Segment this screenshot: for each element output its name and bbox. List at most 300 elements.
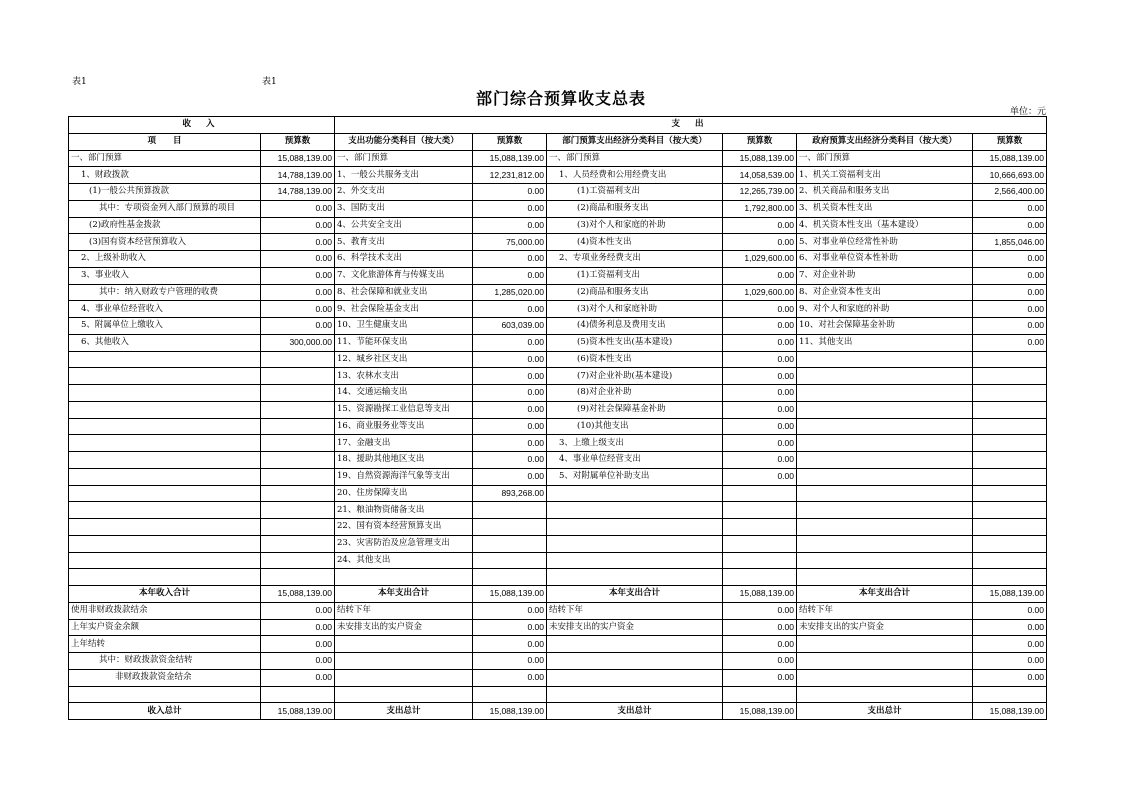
budget-amount-cell: 0.00 xyxy=(473,200,547,217)
table-row xyxy=(69,552,1047,569)
item-name-cell: 一、部门预算 xyxy=(69,150,261,167)
item-name-cell xyxy=(69,435,261,452)
budget-amount-cell xyxy=(473,686,547,703)
col-header-item: 项 目 xyxy=(69,133,261,150)
budget-amount-cell: 0.00 xyxy=(261,301,335,318)
table-row xyxy=(69,385,1047,402)
budget-amount-cell xyxy=(261,552,335,569)
budget-amount-cell: 0.00 xyxy=(473,184,547,201)
budget-amount-cell: 0.00 xyxy=(473,217,547,234)
item-name-cell xyxy=(69,502,261,519)
table-row xyxy=(69,502,1047,519)
budget-amount-cell: 15,088,139.00 xyxy=(973,150,1047,167)
budget-amount-cell: 603,039.00 xyxy=(473,318,547,335)
budget-amount-cell: 0.00 xyxy=(473,334,547,351)
table-row xyxy=(69,535,1047,552)
budget-amount-cell xyxy=(261,452,335,469)
budget-amount-cell: 0.00 xyxy=(723,301,797,318)
budget-amount-cell xyxy=(261,385,335,402)
budget-amount-cell: 0.00 xyxy=(723,368,797,385)
budget-amount-cell: 12,231,812.00 xyxy=(473,167,547,184)
budget-amount-cell: 1,855,046.00 xyxy=(973,234,1047,251)
item-name-cell xyxy=(547,669,723,686)
table-row xyxy=(69,150,1047,167)
table-row xyxy=(69,401,1047,418)
item-name-cell: 6、其他收入 xyxy=(69,334,261,351)
item-name-cell: (4)债务利息及费用支出 xyxy=(547,318,723,335)
table-row xyxy=(69,703,1047,720)
item-name-cell: (10)其他支出 xyxy=(547,418,723,435)
budget-amount-cell xyxy=(973,468,1047,485)
item-name-cell xyxy=(69,519,261,536)
table-row xyxy=(69,485,1047,502)
item-name-cell xyxy=(69,351,261,368)
item-name-cell: 20、住房保障支出 xyxy=(335,485,473,502)
item-name-cell: (3)对个人和家庭补助 xyxy=(547,301,723,318)
budget-amount-cell: 0.00 xyxy=(473,619,547,636)
item-name-cell: (1)工资福利支出 xyxy=(547,184,723,201)
item-name-cell xyxy=(69,569,261,586)
item-name-cell xyxy=(547,552,723,569)
table-body xyxy=(69,117,1047,720)
budget-amount-cell xyxy=(261,418,335,435)
table-row xyxy=(69,653,1047,670)
page-title: 部门综合预算收支总表 xyxy=(475,89,646,108)
table-row xyxy=(69,284,1047,301)
budget-amount-cell: 0.00 xyxy=(473,251,547,268)
item-name-cell: (8)对企业补助 xyxy=(547,385,723,402)
item-name-cell: 12、城乡社区支出 xyxy=(335,351,473,368)
item-name-cell: 21、粮油物资储备支出 xyxy=(335,502,473,519)
col-header-dept-economic: 部门预算支出经济分类科目（按大类） xyxy=(547,133,723,150)
item-name-cell xyxy=(547,653,723,670)
budget-amount-cell xyxy=(261,485,335,502)
item-name-cell: 未安排支出的实户资金 xyxy=(797,619,973,636)
budget-amount-cell: 0.00 xyxy=(723,653,797,670)
table-row xyxy=(69,167,1047,184)
item-name-cell xyxy=(69,485,261,502)
budget-amount-cell xyxy=(973,351,1047,368)
table-row xyxy=(69,468,1047,485)
table-row xyxy=(69,368,1047,385)
budget-amount-cell: 0.00 xyxy=(261,318,335,335)
item-name-cell: (4)资本性支出 xyxy=(547,234,723,251)
item-name-cell xyxy=(69,552,261,569)
item-name-cell: 9、对个人和家庭的补助 xyxy=(797,301,973,318)
budget-amount-cell: 0.00 xyxy=(261,251,335,268)
budget-amount-cell: 0.00 xyxy=(723,385,797,402)
item-name-cell: 一、部门预算 xyxy=(335,150,473,167)
table-row xyxy=(69,669,1047,686)
table-row xyxy=(69,602,1047,619)
item-name-cell: 支出总计 xyxy=(797,703,973,720)
table-row xyxy=(69,569,1047,586)
item-name-cell: 其中：专项资金列入部门预算的项目 xyxy=(69,200,261,217)
item-name-cell xyxy=(335,669,473,686)
item-name-cell: (2)政府性基金拨款 xyxy=(69,217,261,234)
item-name-cell xyxy=(335,653,473,670)
item-name-cell xyxy=(797,385,973,402)
item-name-cell: 22、国有资本经营预算支出 xyxy=(335,519,473,536)
budget-amount-cell: 0.00 xyxy=(723,418,797,435)
budget-amount-cell: 15,088,139.00 xyxy=(261,586,335,603)
budget-amount-cell: 15,088,139.00 xyxy=(261,703,335,720)
item-name-cell: 9、社会保险基金支出 xyxy=(335,301,473,318)
item-name-cell: 支出总计 xyxy=(547,703,723,720)
budget-amount-cell xyxy=(973,485,1047,502)
budget-amount-cell xyxy=(473,502,547,519)
budget-amount-cell: 0.00 xyxy=(973,653,1047,670)
budget-amount-cell: 0.00 xyxy=(723,267,797,284)
budget-amount-cell xyxy=(261,569,335,586)
budget-amount-cell: 0.00 xyxy=(973,636,1047,653)
budget-amount-cell: 0.00 xyxy=(973,619,1047,636)
item-name-cell: 17、金融支出 xyxy=(335,435,473,452)
item-name-cell xyxy=(797,418,973,435)
item-name-cell xyxy=(797,669,973,686)
budget-amount-cell: 0.00 xyxy=(973,301,1047,318)
item-name-cell xyxy=(797,535,973,552)
budget-amount-cell: 0.00 xyxy=(973,334,1047,351)
item-name-cell: 结转下年 xyxy=(547,602,723,619)
budget-amount-cell xyxy=(261,368,335,385)
item-name-cell: 其中：财政拨款资金结转 xyxy=(69,653,261,670)
budget-amount-cell xyxy=(261,401,335,418)
budget-amount-cell xyxy=(973,686,1047,703)
budget-amount-cell: 0.00 xyxy=(261,267,335,284)
item-name-cell xyxy=(797,569,973,586)
budget-amount-cell: 0.00 xyxy=(473,669,547,686)
budget-amount-cell xyxy=(723,485,797,502)
budget-amount-cell: 0.00 xyxy=(473,401,547,418)
budget-amount-cell: 0.00 xyxy=(473,452,547,469)
budget-amount-cell xyxy=(973,452,1047,469)
budget-amount-cell xyxy=(261,535,335,552)
budget-amount-cell xyxy=(261,519,335,536)
budget-amount-cell: 0.00 xyxy=(473,468,547,485)
item-name-cell xyxy=(797,502,973,519)
item-name-cell: 6、科学技术支出 xyxy=(335,251,473,268)
budget-amount-cell: 0.00 xyxy=(261,234,335,251)
table-row xyxy=(69,586,1047,603)
budget-amount-cell: 0.00 xyxy=(473,385,547,402)
budget-amount-cell xyxy=(473,552,547,569)
table-row xyxy=(69,351,1047,368)
item-name-cell: (7)对企业补助(基本建设) xyxy=(547,368,723,385)
item-name-cell: 2、专项业务经费支出 xyxy=(547,251,723,268)
item-name-cell: 4、事业单位经营收入 xyxy=(69,301,261,318)
item-name-cell xyxy=(335,636,473,653)
budget-amount-cell: 0.00 xyxy=(723,435,797,452)
budget-amount-cell: 0.00 xyxy=(723,468,797,485)
item-name-cell: 1、人员经费和公用经费支出 xyxy=(547,167,723,184)
budget-amount-cell: 1,029,600.00 xyxy=(723,284,797,301)
budget-amount-cell: 0.00 xyxy=(723,334,797,351)
item-name-cell: (1)工资福利支出 xyxy=(547,267,723,284)
item-name-cell xyxy=(797,519,973,536)
item-name-cell: 18、援助其他地区支出 xyxy=(335,452,473,469)
item-name-cell xyxy=(547,636,723,653)
budget-amount-cell xyxy=(723,569,797,586)
item-name-cell: 10、对社会保障基金补助 xyxy=(797,318,973,335)
item-name-cell: 3、机关资本性支出 xyxy=(797,200,973,217)
item-name-cell xyxy=(797,435,973,452)
item-name-cell: 本年支出合计 xyxy=(797,586,973,603)
item-name-cell xyxy=(69,686,261,703)
budget-amount-cell xyxy=(973,502,1047,519)
item-name-cell: 14、交通运输支出 xyxy=(335,385,473,402)
item-name-cell xyxy=(797,368,973,385)
budget-amount-cell: 0.00 xyxy=(723,619,797,636)
table-row xyxy=(69,435,1047,452)
item-name-cell: 2、机关商品和服务支出 xyxy=(797,184,973,201)
budget-amount-cell xyxy=(473,519,547,536)
item-name-cell: 3、上缴上级支出 xyxy=(547,435,723,452)
table-row xyxy=(69,418,1047,435)
budget-amount-cell: 893,268.00 xyxy=(473,485,547,502)
item-name-cell: 6、对事业单位资本性补助 xyxy=(797,251,973,268)
budget-amount-cell xyxy=(261,468,335,485)
item-name-cell: 8、社会保障和就业支出 xyxy=(335,284,473,301)
col-header-gov-economic: 政府预算支出经济分类科目（按大类） xyxy=(797,133,973,150)
table-row xyxy=(69,636,1047,653)
budget-amount-cell: 300,000.00 xyxy=(261,334,335,351)
budget-amount-cell: 0.00 xyxy=(261,653,335,670)
unit-label: 单位：元 xyxy=(1009,107,1046,117)
budget-amount-cell: 15,088,139.00 xyxy=(973,586,1047,603)
item-name-cell: (6)资本性支出 xyxy=(547,351,723,368)
budget-amount-cell: 15,088,139.00 xyxy=(723,586,797,603)
item-name-cell: 3、国防支出 xyxy=(335,200,473,217)
table-row xyxy=(69,251,1047,268)
table-tag-right: 表1 xyxy=(262,77,277,87)
item-name-cell: 11、节能环保支出 xyxy=(335,334,473,351)
item-name-cell: 支出总计 xyxy=(335,703,473,720)
budget-amount-cell: 0.00 xyxy=(723,234,797,251)
item-name-cell: 非财政拨款资金结余 xyxy=(69,669,261,686)
item-name-cell: 本年支出合计 xyxy=(335,586,473,603)
budget-amount-cell xyxy=(473,569,547,586)
item-name-cell: 5、附属单位上缴收入 xyxy=(69,318,261,335)
item-name-cell xyxy=(69,468,261,485)
budget-amount-cell: 0.00 xyxy=(473,653,547,670)
budget-amount-cell: 0.00 xyxy=(473,636,547,653)
table-row xyxy=(69,318,1047,335)
budget-amount-cell xyxy=(973,552,1047,569)
budget-amount-cell: 0.00 xyxy=(723,452,797,469)
budget-amount-cell: 0.00 xyxy=(473,301,547,318)
table-row xyxy=(69,184,1047,201)
budget-amount-cell xyxy=(723,686,797,703)
item-name-cell xyxy=(69,368,261,385)
item-name-cell: (2)商品和服务支出 xyxy=(547,200,723,217)
budget-amount-cell: 0.00 xyxy=(261,200,335,217)
budget-amount-cell: 12,265,739.00 xyxy=(723,184,797,201)
item-name-cell: 1、一般公共服务支出 xyxy=(335,167,473,184)
item-name-cell xyxy=(69,401,261,418)
item-name-cell: 19、自然资源海洋气象等支出 xyxy=(335,468,473,485)
budget-amount-cell xyxy=(261,502,335,519)
item-name-cell: 一、部门预算 xyxy=(547,150,723,167)
budget-amount-cell: 0.00 xyxy=(973,251,1047,268)
budget-amount-cell: 0.00 xyxy=(973,217,1047,234)
budget-amount-cell: 14,788,139.00 xyxy=(261,167,335,184)
budget-amount-cell: 0.00 xyxy=(473,435,547,452)
item-name-cell: 4、事业单位经营支出 xyxy=(547,452,723,469)
item-name-cell xyxy=(797,636,973,653)
item-name-cell: (1)一般公共预算拨款 xyxy=(69,184,261,201)
item-name-cell: 4、机关资本性支出（基本建设） xyxy=(797,217,973,234)
item-name-cell: 上年实户资金余额 xyxy=(69,619,261,636)
table-row xyxy=(69,519,1047,536)
budget-amount-cell: 75,000.00 xyxy=(473,234,547,251)
table-row xyxy=(69,334,1047,351)
item-name-cell: 5、对事业单位经常性补助 xyxy=(797,234,973,251)
item-name-cell: 8、对企业资本性支出 xyxy=(797,284,973,301)
budget-amount-cell: 0.00 xyxy=(973,267,1047,284)
item-name-cell: 一、部门预算 xyxy=(797,150,973,167)
budget-amount-cell xyxy=(973,535,1047,552)
budget-amount-cell: 0.00 xyxy=(723,401,797,418)
budget-amount-cell: 15,088,139.00 xyxy=(723,150,797,167)
item-name-cell xyxy=(797,351,973,368)
budget-amount-cell: 0.00 xyxy=(973,318,1047,335)
item-name-cell xyxy=(797,468,973,485)
item-name-cell: (5)资本性支出(基本建设) xyxy=(547,334,723,351)
item-name-cell xyxy=(797,401,973,418)
table-row xyxy=(69,619,1047,636)
item-name-cell: (3)国有资本经营预算收入 xyxy=(69,234,261,251)
budget-amount-cell xyxy=(261,351,335,368)
col-header-functional: 支出功能分类科目（按大类） xyxy=(335,133,473,150)
budget-amount-cell xyxy=(973,435,1047,452)
item-name-cell: (2)商品和服务支出 xyxy=(547,284,723,301)
item-name-cell: 3、事业收入 xyxy=(69,267,261,284)
budget-amount-cell xyxy=(261,686,335,703)
item-name-cell: 16、商业服务业等支出 xyxy=(335,418,473,435)
budget-amount-cell: 0.00 xyxy=(973,200,1047,217)
col-header-budget-2: 预算数 xyxy=(473,133,547,150)
item-name-cell: 收入总计 xyxy=(69,703,261,720)
item-name-cell xyxy=(69,452,261,469)
item-name-cell: 结转下年 xyxy=(335,602,473,619)
item-name-cell xyxy=(547,569,723,586)
item-name-cell: 7、文化旅游体育与传媒支出 xyxy=(335,267,473,284)
item-name-cell: 其中：纳入财政专户管理的收费 xyxy=(69,284,261,301)
table-row xyxy=(69,452,1047,469)
item-name-cell: 24、其他支出 xyxy=(335,552,473,569)
budget-amount-cell: 2,566,400.00 xyxy=(973,184,1047,201)
item-name-cell: 7、对企业补助 xyxy=(797,267,973,284)
budget-amount-cell: 15,088,139.00 xyxy=(473,586,547,603)
item-name-cell xyxy=(797,686,973,703)
table-row xyxy=(69,686,1047,703)
budget-amount-cell: 0.00 xyxy=(261,217,335,234)
item-name-cell: 5、教育支出 xyxy=(335,234,473,251)
budget-amount-cell: 0.00 xyxy=(973,284,1047,301)
item-name-cell: 2、外交支出 xyxy=(335,184,473,201)
budget-amount-cell xyxy=(973,401,1047,418)
budget-amount-cell xyxy=(261,435,335,452)
item-name-cell: 本年支出合计 xyxy=(547,586,723,603)
budget-amount-cell: 0.00 xyxy=(261,669,335,686)
item-name-cell xyxy=(69,535,261,552)
table-tag-left: 表1 xyxy=(72,77,87,87)
item-name-cell xyxy=(797,552,973,569)
item-name-cell: 5、对附属单位补助支出 xyxy=(547,468,723,485)
budget-amount-cell: 0.00 xyxy=(261,636,335,653)
item-name-cell xyxy=(547,519,723,536)
item-name-cell: 本年收入合计 xyxy=(69,586,261,603)
item-name-cell: 1、机关工资福利支出 xyxy=(797,167,973,184)
budget-amount-cell: 0.00 xyxy=(973,669,1047,686)
item-name-cell xyxy=(797,452,973,469)
item-name-cell: 未安排支出的实户资金 xyxy=(335,619,473,636)
item-name-cell: 未安排支出的实户资金 xyxy=(547,619,723,636)
item-name-cell xyxy=(547,502,723,519)
item-name-cell: 15、资源勘探工业信息等支出 xyxy=(335,401,473,418)
item-name-cell: 上年结转 xyxy=(69,636,261,653)
budget-amount-cell: 14,788,139.00 xyxy=(261,184,335,201)
table-row xyxy=(69,217,1047,234)
item-name-cell: 2、上级补助收入 xyxy=(69,251,261,268)
table-row xyxy=(69,301,1047,318)
budget-amount-cell xyxy=(973,368,1047,385)
item-name-cell xyxy=(797,485,973,502)
budget-amount-cell: 0.00 xyxy=(723,602,797,619)
item-name-cell xyxy=(335,569,473,586)
item-name-cell xyxy=(69,418,261,435)
budget-amount-cell: 0.00 xyxy=(473,602,547,619)
item-name-cell xyxy=(797,653,973,670)
budget-amount-cell xyxy=(723,519,797,536)
section-header-row xyxy=(69,117,1047,134)
item-name-cell xyxy=(547,686,723,703)
item-name-cell: 10、卫生健康支出 xyxy=(335,318,473,335)
budget-amount-cell: 15,088,139.00 xyxy=(723,703,797,720)
budget-amount-cell: 0.00 xyxy=(261,602,335,619)
budget-amount-cell: 0.00 xyxy=(723,318,797,335)
col-header-budget-3: 预算数 xyxy=(723,133,797,150)
item-name-cell: 11、其他支出 xyxy=(797,334,973,351)
budget-amount-cell: 0.00 xyxy=(261,619,335,636)
budget-amount-cell: 15,088,139.00 xyxy=(473,703,547,720)
budget-amount-cell: 0.00 xyxy=(261,284,335,301)
budget-amount-cell: 0.00 xyxy=(473,368,547,385)
expense-section-header: 支 出 xyxy=(335,117,1047,134)
budget-amount-cell: 15,088,139.00 xyxy=(473,150,547,167)
item-name-cell xyxy=(547,535,723,552)
table-row xyxy=(69,200,1047,217)
budget-amount-cell xyxy=(473,535,547,552)
column-header-row xyxy=(69,133,1047,150)
budget-amount-cell: 14,058,539.00 xyxy=(723,167,797,184)
table-row xyxy=(69,234,1047,251)
income-section-header: 收 入 xyxy=(69,117,335,134)
budget-amount-cell: 0.00 xyxy=(723,636,797,653)
budget-amount-cell: 0.00 xyxy=(473,418,547,435)
budget-amount-cell: 0.00 xyxy=(723,217,797,234)
budget-amount-cell: 15,088,139.00 xyxy=(973,703,1047,720)
item-name-cell: 13、农林水支出 xyxy=(335,368,473,385)
budget-amount-cell: 0.00 xyxy=(723,669,797,686)
budget-amount-cell: 0.00 xyxy=(473,351,547,368)
budget-amount-cell: 1,029,600.00 xyxy=(723,251,797,268)
item-name-cell xyxy=(335,686,473,703)
col-header-budget-4: 预算数 xyxy=(973,133,1047,150)
item-name-cell: 1、财政拨款 xyxy=(69,167,261,184)
budget-amount-cell xyxy=(973,569,1047,586)
